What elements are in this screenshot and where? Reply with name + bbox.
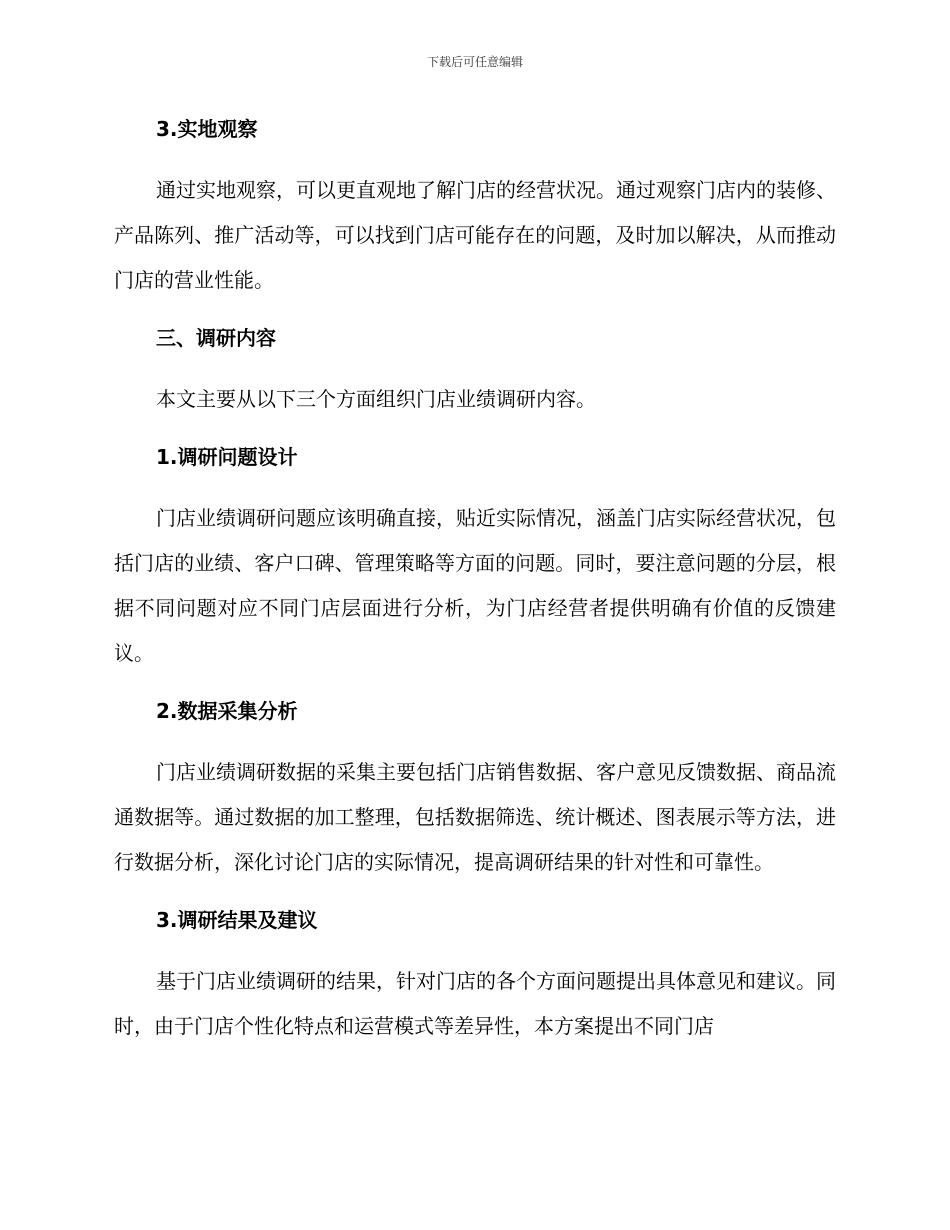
paragraph-content: 本文主要从以下三个方面组织门店业绩调研内容。 — [156, 387, 596, 411]
section-heading-content: 三、调研内容 — [156, 326, 276, 350]
section-heading-results: 3.调研结果及建议 — [156, 908, 318, 932]
section-heading-data-analysis: 2.数据采集分析 — [156, 699, 298, 723]
section-heading-question-design: 1.调研问题设计 — [156, 445, 298, 469]
document-body — [114, 110, 836, 1049]
paragraph-results: 基于门店业绩调研的结果，针对门店的各个方面问题提出具体意见和建议。同时，由于门店个性化特点和运营模式等差异性，本方案提出不同门店 — [114, 969, 836, 1038]
paragraph-question-design: 门店业绩调研问题应该明确直接，贴近实际情况，涵盖门店实际经营状况，包括门店的业绩、客户口碑、管理策略等方面的问题。同时，要注意问题的分层，根据不同问题对应不同门店层面进行分析，为门店经营者提供明确有价值的反馈建议。 — [114, 506, 836, 665]
page-header: 下载后可任意编辑 — [426, 55, 523, 69]
paragraph-data-analysis: 门店业绩调研数据的采集主要包括门店销售数据、客户意见反馈数据、商品流通数据等。通过数据的加工整理，包括数据筛选、统计概述、图表展示等方法，进行数据分析，深化讨论门店的实际情况，提高调研结果的针对性和可靠性。 — [114, 760, 836, 874]
section-heading-observation: 3.实地观察 — [156, 117, 258, 141]
paragraph-observation: 通过实地观察，可以更直观地了解门店的经营状况。通过观察门店内的装修、产品陈列、推广活动等，可以找到门店可能存在的问题，及时加以解决，从而推动门店的营业性能。 — [114, 178, 836, 292]
